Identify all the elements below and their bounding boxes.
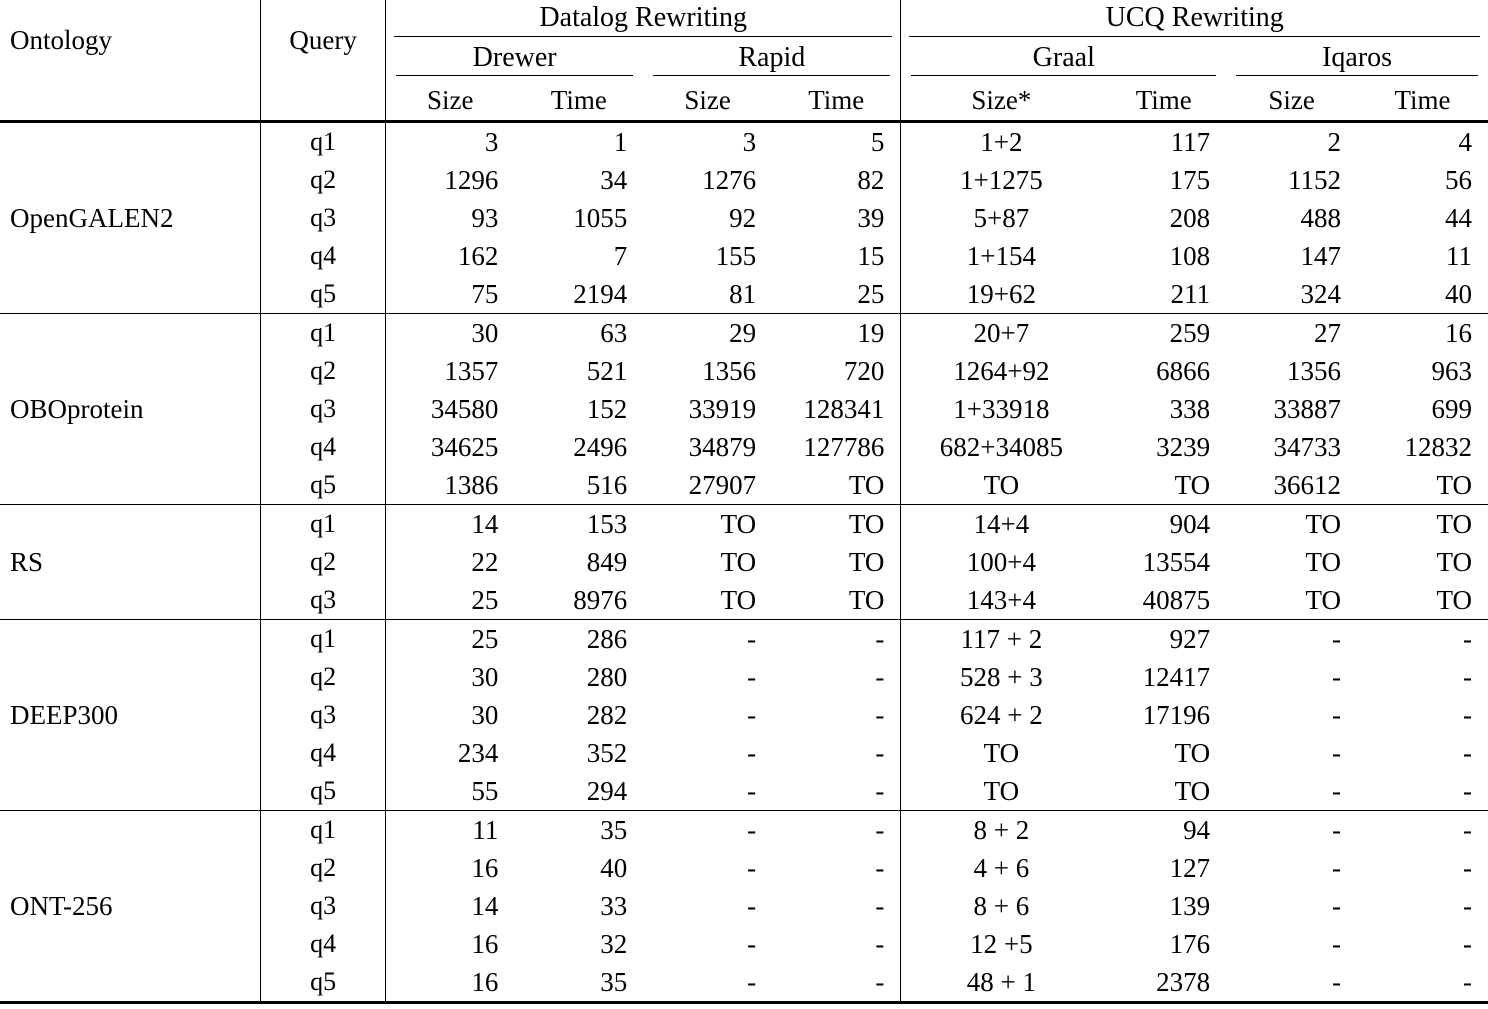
cell-graal-time: 127 <box>1169 852 1211 883</box>
cell-drewer-time: 35 <box>600 966 628 997</box>
cell-drewer-time: 32 <box>600 928 628 959</box>
cell-graal-size: 117 + 2 <box>901 620 1101 659</box>
header-rapid-time: Time <box>808 84 865 115</box>
cell-graal-size: 8 + 2 <box>901 811 1101 850</box>
cell-iqaros-size: - <box>1332 852 1342 883</box>
cell-drewer-size: 16 <box>386 925 515 963</box>
cell-query: q1 <box>261 811 386 850</box>
cell-rapid-time: 82 <box>857 164 885 195</box>
cell-iqaros-size: 488 <box>1300 202 1342 233</box>
cell-query: q3 <box>261 199 386 237</box>
cell-iqaros-size: 1356 <box>1287 355 1342 386</box>
cell-rapid-time: 127786 <box>803 431 885 462</box>
cell-iqaros-size: 324 <box>1300 278 1342 309</box>
cell-drewer-size: 93 <box>386 199 515 237</box>
cell-drewer-time: 40 <box>600 852 628 883</box>
cell-drewer-size: 25 <box>386 620 515 659</box>
row-group-ontology: OBOprotein <box>0 314 261 505</box>
cell-graal-size: 8 + 6 <box>901 887 1101 925</box>
rule-cell <box>643 1003 772 1005</box>
cell-graal-time: 139 <box>1169 890 1211 921</box>
cell-query: q1 <box>261 505 386 544</box>
cell-query: q2 <box>261 849 386 887</box>
cell-rapid-size: - <box>747 928 757 959</box>
cell-query: q1 <box>261 122 386 162</box>
cell-iqaros-size: 33887 <box>1273 393 1342 424</box>
cell-rapid-time: 25 <box>857 278 885 309</box>
cell-drewer-time: 33 <box>600 890 628 921</box>
rule-cell <box>0 1003 261 1005</box>
cell-rapid-time: 720 <box>843 355 885 386</box>
cell-iqaros-size: - <box>1332 737 1342 768</box>
cell-iqaros-size: 36612 <box>1273 469 1342 500</box>
cell-drewer-time: 280 <box>586 661 628 692</box>
cell-iqaros-time: - <box>1463 852 1472 883</box>
cell-drewer-time: 153 <box>514 505 643 544</box>
cell-rapid-time: - <box>875 890 885 921</box>
cell-drewer-size: 1357 <box>386 352 515 390</box>
cell-iqaros-size: - <box>1226 620 1357 659</box>
cell-graal-size: 14+4 <box>901 505 1101 544</box>
cell-rapid-time: 128341 <box>803 393 885 424</box>
cell-query: q2 <box>261 352 386 390</box>
cell-drewer-time: 2496 <box>573 431 628 462</box>
cell-iqaros-size: TO <box>1305 584 1342 615</box>
cell-rapid-size: 34879 <box>688 431 757 462</box>
cell-graal-size: TO <box>901 466 1101 505</box>
cell-rapid-size: - <box>747 661 757 692</box>
row-group-ontology: DEEP300 <box>0 620 261 811</box>
header-spacer-query <box>261 80 386 122</box>
cell-drewer-size: 16 <box>386 849 515 887</box>
cell-drewer-time: 63 <box>514 314 643 353</box>
rule-cell <box>772 1003 901 1005</box>
cell-rapid-time: 5 <box>870 126 885 157</box>
cell-drewer-size: 30 <box>386 314 515 353</box>
cell-rapid-time: TO <box>848 584 885 615</box>
cell-iqaros-time: 699 <box>1431 393 1472 424</box>
cell-graal-size: TO <box>901 772 1101 811</box>
cell-graal-size: 12 +5 <box>901 925 1101 963</box>
cell-drewer-size: 162 <box>386 237 515 275</box>
cell-iqaros-time: - <box>1463 890 1472 921</box>
rule-cell <box>261 1003 386 1005</box>
cell-rapid-time: TO <box>772 505 901 544</box>
cell-rapid-size: 27907 <box>688 469 757 500</box>
cell-graal-size: 1+154 <box>901 237 1101 275</box>
cell-drewer-size: 25 <box>386 581 515 620</box>
cell-drewer-time: 34 <box>600 164 628 195</box>
cell-rapid-size: - <box>747 852 757 883</box>
header-system-graal <box>901 40 1226 80</box>
cell-drewer-size: 234 <box>386 734 515 772</box>
cell-iqaros-time: - <box>1463 966 1472 997</box>
cell-rapid-size: - <box>747 737 757 768</box>
header-drewer-size: Size <box>386 80 515 122</box>
cell-iqaros-size: 147 <box>1300 240 1342 271</box>
cell-iqaros-time: 40 <box>1445 278 1472 309</box>
cell-iqaros-time: - <box>1463 699 1472 730</box>
cell-graal-time: 94 <box>1101 811 1226 850</box>
cell-rapid-size: - <box>747 699 757 730</box>
cell-graal-size: 143+4 <box>901 581 1101 620</box>
header-system-iqaros <box>1226 40 1488 80</box>
table-row <box>0 620 1488 659</box>
cell-iqaros-time: 56 <box>1445 164 1472 195</box>
cell-rapid-size: - <box>747 775 757 806</box>
cell-drewer-time: 7 <box>613 240 628 271</box>
header-group-datalog <box>386 0 901 40</box>
cell-graal-time: 2378 <box>1156 966 1211 997</box>
cell-rapid-size: 1276 <box>702 164 757 195</box>
cell-graal-size: 1+2 <box>901 122 1101 162</box>
cell-iqaros-time: - <box>1357 811 1488 850</box>
cell-graal-time: 13554 <box>1142 546 1211 577</box>
cell-rapid-size: 29 <box>643 314 772 353</box>
cell-rapid-size: 81 <box>729 278 757 309</box>
cell-graal-time: TO <box>1174 737 1211 768</box>
cell-rapid-size: - <box>643 811 772 850</box>
cell-iqaros-time: 16 <box>1357 314 1488 353</box>
header-system-drewer-label: Drewer <box>396 44 633 76</box>
cell-graal-time: 176 <box>1169 928 1211 959</box>
cell-graal-time: 211 <box>1170 278 1211 309</box>
header-system-rapid-label: Rapid <box>653 44 890 76</box>
cell-drewer-size: 30 <box>386 696 515 734</box>
cell-drewer-time: 152 <box>586 393 628 424</box>
cell-graal-time: 117 <box>1170 126 1211 157</box>
cell-query: q4 <box>261 428 386 466</box>
cell-drewer-time: 352 <box>586 737 628 768</box>
cell-drewer-time: 1055 <box>573 202 628 233</box>
table-row <box>0 505 1488 544</box>
cell-drewer-size: 30 <box>386 658 515 696</box>
cell-drewer-size: 14 <box>386 505 515 544</box>
cell-drewer-time: 2194 <box>573 278 628 309</box>
cell-rapid-size: TO <box>643 505 772 544</box>
cell-graal-time: 208 <box>1169 202 1211 233</box>
cell-graal-time: 3239 <box>1156 431 1211 462</box>
rule-cell <box>514 1003 643 1005</box>
cell-graal-time: 108 <box>1169 240 1211 271</box>
cell-graal-time: 259 <box>1101 314 1226 353</box>
row-group-ontology: OpenGALEN2 <box>10 202 174 233</box>
cell-query: q2 <box>261 543 386 581</box>
cell-graal-size: 48 + 1 <box>901 963 1101 1003</box>
cell-drewer-size: 55 <box>386 772 515 811</box>
cell-rapid-time: TO <box>848 469 885 500</box>
cell-query: q3 <box>261 581 386 620</box>
rule-cell <box>1101 1003 1226 1005</box>
cell-query: q3 <box>261 696 386 734</box>
row-group-ontology: RS <box>0 505 261 620</box>
cell-drewer-size: 34625 <box>386 428 515 466</box>
cell-query: q5 <box>261 466 386 505</box>
table-bottom-rule <box>0 1003 1488 1005</box>
header-rapid-size: Size <box>684 84 731 115</box>
header-system-iqaros-label: Iqaros <box>1236 44 1478 76</box>
cell-rapid-time: - <box>875 699 885 730</box>
cell-rapid-size: 33919 <box>688 393 757 424</box>
cell-iqaros-time: 963 <box>1431 355 1472 386</box>
cell-iqaros-time: TO <box>1436 546 1472 577</box>
cell-graal-size: 1+1275 <box>901 161 1101 199</box>
cell-graal-size: 682+34085 <box>901 428 1101 466</box>
header-group-ucq-label: UCQ Rewriting <box>909 4 1480 37</box>
cell-rapid-time: - <box>772 811 901 850</box>
cell-query: q4 <box>261 734 386 772</box>
cell-drewer-time: 1 <box>613 126 628 157</box>
cell-query: q5 <box>261 963 386 1003</box>
cell-iqaros-time: 4 <box>1458 126 1472 157</box>
cell-drewer-size: 16 <box>386 963 515 1003</box>
cell-iqaros-size: 2 <box>1327 126 1342 157</box>
cell-iqaros-time: - <box>1463 661 1472 692</box>
cell-rapid-size: 92 <box>729 202 757 233</box>
rule-cell <box>1226 1003 1357 1005</box>
cell-drewer-size: 1296 <box>386 161 515 199</box>
cell-drewer-size: 75 <box>386 275 515 314</box>
cell-iqaros-time: - <box>1463 928 1472 959</box>
header-spacer-ontology <box>0 80 261 122</box>
cell-iqaros-size: TO <box>1305 546 1342 577</box>
cell-drewer-time: 286 <box>514 620 643 659</box>
cell-iqaros-time: - <box>1357 620 1488 659</box>
row-group-ontology: ONT-256 <box>0 811 261 1003</box>
cell-graal-size: 4 + 6 <box>901 849 1101 887</box>
table-row <box>0 811 1488 850</box>
header-row-groups <box>0 0 1488 40</box>
cell-rapid-time: TO <box>848 546 885 577</box>
header-row-metrics <box>0 80 1488 122</box>
cell-drewer-time: 282 <box>586 699 628 730</box>
cell-graal-time: 17196 <box>1142 699 1211 730</box>
cell-drewer-size: 3 <box>386 122 515 162</box>
cell-rapid-time: - <box>875 661 885 692</box>
cell-drewer-size: 1386 <box>386 466 515 505</box>
header-drewer-time: Time <box>550 84 607 115</box>
cell-drewer-time: 849 <box>586 546 628 577</box>
cell-rapid-time: - <box>772 620 901 659</box>
cell-rapid-size: TO <box>720 584 757 615</box>
cell-rapid-size: 155 <box>715 240 757 271</box>
header-ontology: Ontology <box>10 24 113 55</box>
cell-drewer-size: 11 <box>386 811 515 850</box>
cell-drewer-size: 22 <box>386 543 515 581</box>
cell-iqaros-time: - <box>1463 775 1472 806</box>
cell-query: q2 <box>261 658 386 696</box>
cell-iqaros-time: 12832 <box>1404 431 1472 462</box>
cell-iqaros-size: - <box>1332 966 1342 997</box>
header-group-datalog-label: Datalog Rewriting <box>394 4 892 37</box>
cell-iqaros-size: - <box>1332 890 1342 921</box>
cell-iqaros-size: - <box>1332 661 1342 692</box>
cell-rapid-time: - <box>875 775 885 806</box>
cell-iqaros-size: 1152 <box>1288 164 1342 195</box>
cell-graal-size: 19+62 <box>901 275 1101 314</box>
table-row <box>0 122 1488 162</box>
header-iqaros-time: Time <box>1394 84 1451 115</box>
rule-cell <box>386 1003 515 1005</box>
cell-query: q5 <box>261 772 386 811</box>
cell-iqaros-time: - <box>1463 737 1472 768</box>
cell-graal-size: 1+33918 <box>901 390 1101 428</box>
cell-rapid-size: TO <box>720 546 757 577</box>
header-system-rapid <box>643 40 901 80</box>
cell-graal-time: 6866 <box>1156 355 1211 386</box>
cell-rapid-time: - <box>875 928 885 959</box>
cell-graal-time: 12417 <box>1142 661 1211 692</box>
cell-iqaros-time: 11 <box>1446 240 1472 271</box>
header-system-graal-label: Graal <box>911 44 1216 76</box>
rule-cell <box>901 1003 1101 1005</box>
cell-graal-size: 100+4 <box>901 543 1101 581</box>
cell-rapid-time: - <box>875 737 885 768</box>
cell-iqaros-size: 34733 <box>1273 431 1342 462</box>
cell-iqaros-size: - <box>1332 699 1342 730</box>
cell-graal-size: 5+87 <box>901 199 1101 237</box>
header-group-ucq <box>901 0 1488 40</box>
cell-graal-time: 175 <box>1169 164 1211 195</box>
cell-graal-time: TO <box>1174 469 1211 500</box>
cell-rapid-time: 15 <box>857 240 885 271</box>
cell-rapid-size: - <box>747 890 757 921</box>
cell-drewer-time: 521 <box>586 355 628 386</box>
header-iqaros-size: Size <box>1268 84 1315 115</box>
cell-iqaros-time: TO <box>1436 584 1472 615</box>
cell-graal-size: 528 + 3 <box>901 658 1101 696</box>
cell-rapid-size: 3 <box>742 126 757 157</box>
header-graal-size: Size* <box>901 80 1101 122</box>
cell-rapid-size: 1356 <box>702 355 757 386</box>
cell-query: q4 <box>261 237 386 275</box>
cell-query: q4 <box>261 925 386 963</box>
cell-graal-size: 20+7 <box>901 314 1101 353</box>
cell-drewer-size: 34580 <box>386 390 515 428</box>
cell-graal-time: 338 <box>1169 393 1211 424</box>
cell-iqaros-size: - <box>1332 928 1342 959</box>
cell-graal-time: 927 <box>1101 620 1226 659</box>
header-query: Query <box>261 0 386 80</box>
cell-query: q1 <box>261 620 386 659</box>
cell-drewer-size: 14 <box>386 887 515 925</box>
header-system-drewer <box>386 40 644 80</box>
cell-graal-size: 624 + 2 <box>901 696 1101 734</box>
cell-iqaros-time: TO <box>1436 469 1472 500</box>
cell-query: q1 <box>261 314 386 353</box>
cell-graal-time: TO <box>1174 775 1211 806</box>
cell-rapid-time: 39 <box>857 202 885 233</box>
cell-drewer-time: 35 <box>514 811 643 850</box>
cell-drewer-time: 294 <box>586 775 628 806</box>
cell-query: q3 <box>261 390 386 428</box>
cell-graal-size: TO <box>901 734 1101 772</box>
cell-drewer-time: 516 <box>586 469 628 500</box>
cell-iqaros-size: 27 <box>1226 314 1357 353</box>
cell-query: q5 <box>261 275 386 314</box>
header-graal-time: Time <box>1135 84 1192 115</box>
cell-query: q2 <box>261 161 386 199</box>
cell-graal-time: 904 <box>1101 505 1226 544</box>
cell-rapid-size: - <box>643 620 772 659</box>
table-row <box>0 314 1488 353</box>
cell-iqaros-time: 44 <box>1445 202 1472 233</box>
cell-rapid-time: - <box>875 966 885 997</box>
cell-rapid-time: 19 <box>772 314 901 353</box>
cell-iqaros-size: - <box>1332 775 1342 806</box>
cell-graal-size: 1264+92 <box>901 352 1101 390</box>
cell-iqaros-size: - <box>1226 811 1357 850</box>
cell-rapid-size: - <box>747 966 757 997</box>
rule-cell <box>1357 1003 1488 1005</box>
cell-iqaros-time: TO <box>1357 505 1488 544</box>
cell-rapid-time: - <box>875 852 885 883</box>
cell-query: q3 <box>261 887 386 925</box>
cell-graal-time: 40875 <box>1142 584 1211 615</box>
cell-iqaros-size: TO <box>1226 505 1357 544</box>
cell-drewer-time: 8976 <box>573 584 628 615</box>
